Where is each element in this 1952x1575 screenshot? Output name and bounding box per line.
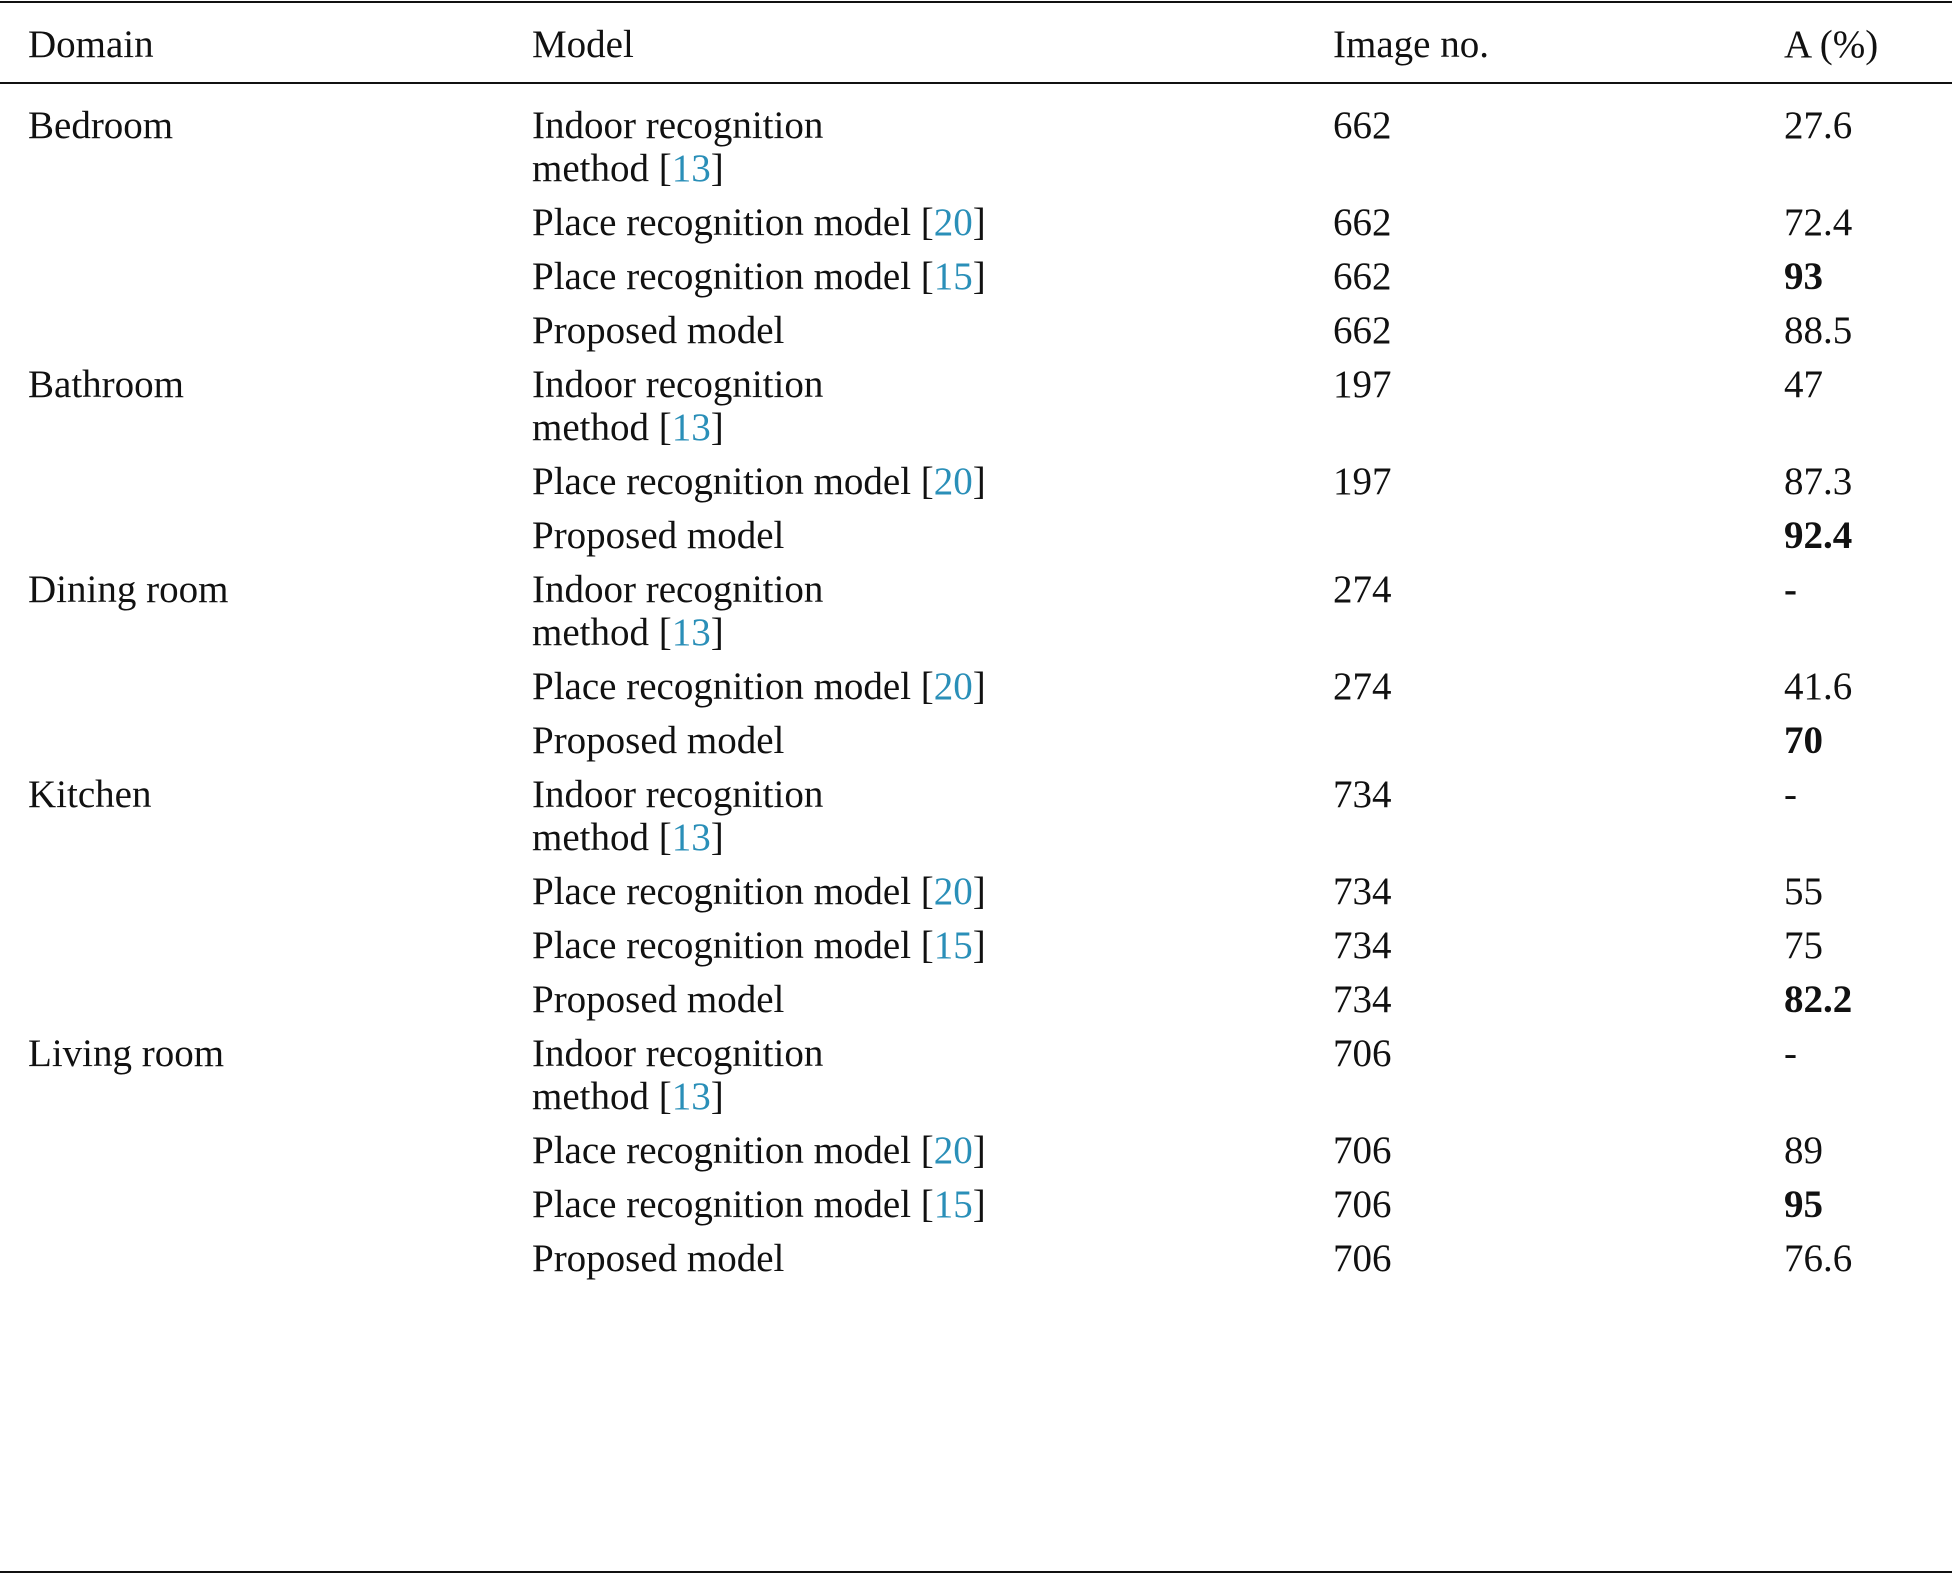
model-text: Place recognition model [ — [532, 665, 934, 708]
image-count-cell: 706 — [1333, 1183, 1392, 1226]
citation-link[interactable]: 15 — [933, 255, 973, 298]
model-cell-line2 — [532, 606, 724, 659]
accuracy-cell: 27.6 — [1784, 104, 1853, 147]
image-count-cell: 197 — [1333, 460, 1392, 503]
model-text-suffix: ] — [710, 147, 724, 190]
accuracy-cell: 87.3 — [1784, 460, 1853, 503]
model-cell-line2 — [532, 1070, 724, 1123]
accuracy-cell: 47 — [1784, 363, 1823, 406]
model-cell — [532, 196, 986, 249]
model-text-suffix: ] — [972, 255, 986, 298]
model-text: Place recognition model [ — [532, 870, 934, 913]
model-cell-line1: Indoor recognition — [532, 363, 824, 406]
model-text: Place recognition model [ — [532, 1183, 934, 1226]
image-count-cell: 274 — [1333, 665, 1392, 708]
citation-link[interactable]: 13 — [671, 816, 711, 859]
accuracy-cell: 55 — [1784, 870, 1823, 913]
model-cell-line1: Indoor recognition — [532, 568, 824, 611]
image-count-cell: 662 — [1333, 255, 1392, 298]
model-text: method [ — [532, 406, 672, 449]
model-text-suffix: ] — [972, 665, 986, 708]
model-text: method [ — [532, 1075, 672, 1118]
model-cell-line2 — [532, 401, 724, 454]
model-cell — [532, 509, 784, 562]
citation-link[interactable]: 20 — [933, 665, 973, 708]
accuracy-cell: 92.4 — [1784, 514, 1853, 557]
model-text-suffix: ] — [710, 816, 724, 859]
model-cell — [532, 1124, 986, 1177]
header-model: Model — [532, 23, 634, 66]
image-count-cell: 662 — [1333, 309, 1392, 352]
model-text: method [ — [532, 816, 672, 859]
model-cell-line2 — [532, 142, 724, 195]
accuracy-cell: 70 — [1784, 719, 1823, 762]
image-count-cell: 734 — [1333, 978, 1392, 1021]
model-cell — [532, 973, 784, 1026]
model-text-suffix: ] — [972, 201, 986, 244]
domain-cell: Kitchen — [28, 773, 152, 816]
header-accuracy: A (%) — [1784, 23, 1879, 66]
accuracy-cell: 88.5 — [1784, 309, 1853, 352]
citation-link[interactable]: 15 — [933, 924, 973, 967]
accuracy-cell: - — [1784, 568, 1797, 611]
model-cell — [532, 250, 986, 303]
model-text: Place recognition model [ — [532, 924, 934, 967]
citation-link[interactable]: 13 — [671, 611, 711, 654]
image-count-cell: 662 — [1333, 201, 1392, 244]
table-top-rule — [0, 1, 1952, 3]
image-count-cell: 706 — [1333, 1237, 1392, 1280]
model-cell — [532, 455, 986, 508]
image-count-cell: 706 — [1333, 1032, 1392, 1075]
model-text-suffix: ] — [710, 406, 724, 449]
citation-link[interactable]: 15 — [933, 1183, 973, 1226]
image-count-cell: 706 — [1333, 1129, 1392, 1172]
domain-cell: Bedroom — [28, 104, 174, 147]
domain-cell: Dining room — [28, 568, 229, 611]
table-bottom-rule — [0, 1571, 1952, 1573]
accuracy-cell: 82.2 — [1784, 978, 1853, 1021]
model-cell-line1: Indoor recognition — [532, 773, 824, 816]
citation-link[interactable]: 13 — [671, 406, 711, 449]
model-cell-line1: Indoor recognition — [532, 1032, 824, 1075]
model-text-suffix: ] — [972, 870, 986, 913]
model-text: Proposed model — [532, 719, 785, 762]
accuracy-cell: 89 — [1784, 1129, 1823, 1172]
image-count-cell: 662 — [1333, 104, 1392, 147]
model-cell — [532, 714, 784, 767]
model-text: Place recognition model [ — [532, 255, 934, 298]
model-text: Proposed model — [532, 1237, 785, 1280]
model-text: method [ — [532, 147, 672, 190]
accuracy-cell: 41.6 — [1784, 665, 1853, 708]
model-text: Proposed model — [532, 309, 785, 352]
citation-link[interactable]: 20 — [933, 870, 973, 913]
model-text: Place recognition model [ — [532, 201, 934, 244]
model-cell-line2 — [532, 811, 724, 864]
model-cell — [532, 865, 986, 918]
header-image-no: Image no. — [1333, 23, 1489, 66]
model-cell — [532, 1232, 784, 1285]
model-cell — [532, 304, 784, 357]
image-count-cell: 734 — [1333, 870, 1392, 913]
model-text-suffix: ] — [710, 611, 724, 654]
model-cell — [532, 919, 986, 972]
model-text-suffix: ] — [972, 924, 986, 967]
accuracy-cell: - — [1784, 773, 1797, 816]
domain-cell: Living room — [28, 1032, 225, 1075]
table-header-rule — [0, 82, 1952, 84]
image-count-cell: 274 — [1333, 568, 1392, 611]
header-domain: Domain — [28, 23, 154, 66]
citation-link[interactable]: 13 — [671, 1075, 711, 1118]
accuracy-cell: 95 — [1784, 1183, 1823, 1226]
model-text: Proposed model — [532, 978, 785, 1021]
accuracy-cell: 76.6 — [1784, 1237, 1853, 1280]
domain-cell: Bathroom — [28, 363, 184, 406]
accuracy-cell: - — [1784, 1032, 1797, 1075]
citation-link[interactable]: 20 — [933, 460, 973, 503]
model-cell-line1: Indoor recognition — [532, 104, 824, 147]
model-cell — [532, 660, 986, 713]
model-text: Place recognition model [ — [532, 460, 934, 503]
model-text-suffix: ] — [972, 460, 986, 503]
model-text-suffix: ] — [972, 1183, 986, 1226]
model-cell — [532, 1178, 986, 1231]
image-count-cell: 197 — [1333, 363, 1392, 406]
model-text: Proposed model — [532, 514, 785, 557]
citation-link[interactable]: 13 — [671, 147, 711, 190]
image-count-cell: 734 — [1333, 924, 1392, 967]
accuracy-cell: 75 — [1784, 924, 1823, 967]
image-count-cell: 734 — [1333, 773, 1392, 816]
model-text-suffix: ] — [972, 1129, 986, 1172]
model-text: Place recognition model [ — [532, 1129, 934, 1172]
model-text: method [ — [532, 611, 672, 654]
accuracy-cell: 93 — [1784, 255, 1823, 298]
accuracy-cell: 72.4 — [1784, 201, 1853, 244]
citation-link[interactable]: 20 — [933, 1129, 973, 1172]
citation-link[interactable]: 20 — [933, 201, 973, 244]
model-text-suffix: ] — [710, 1075, 724, 1118]
